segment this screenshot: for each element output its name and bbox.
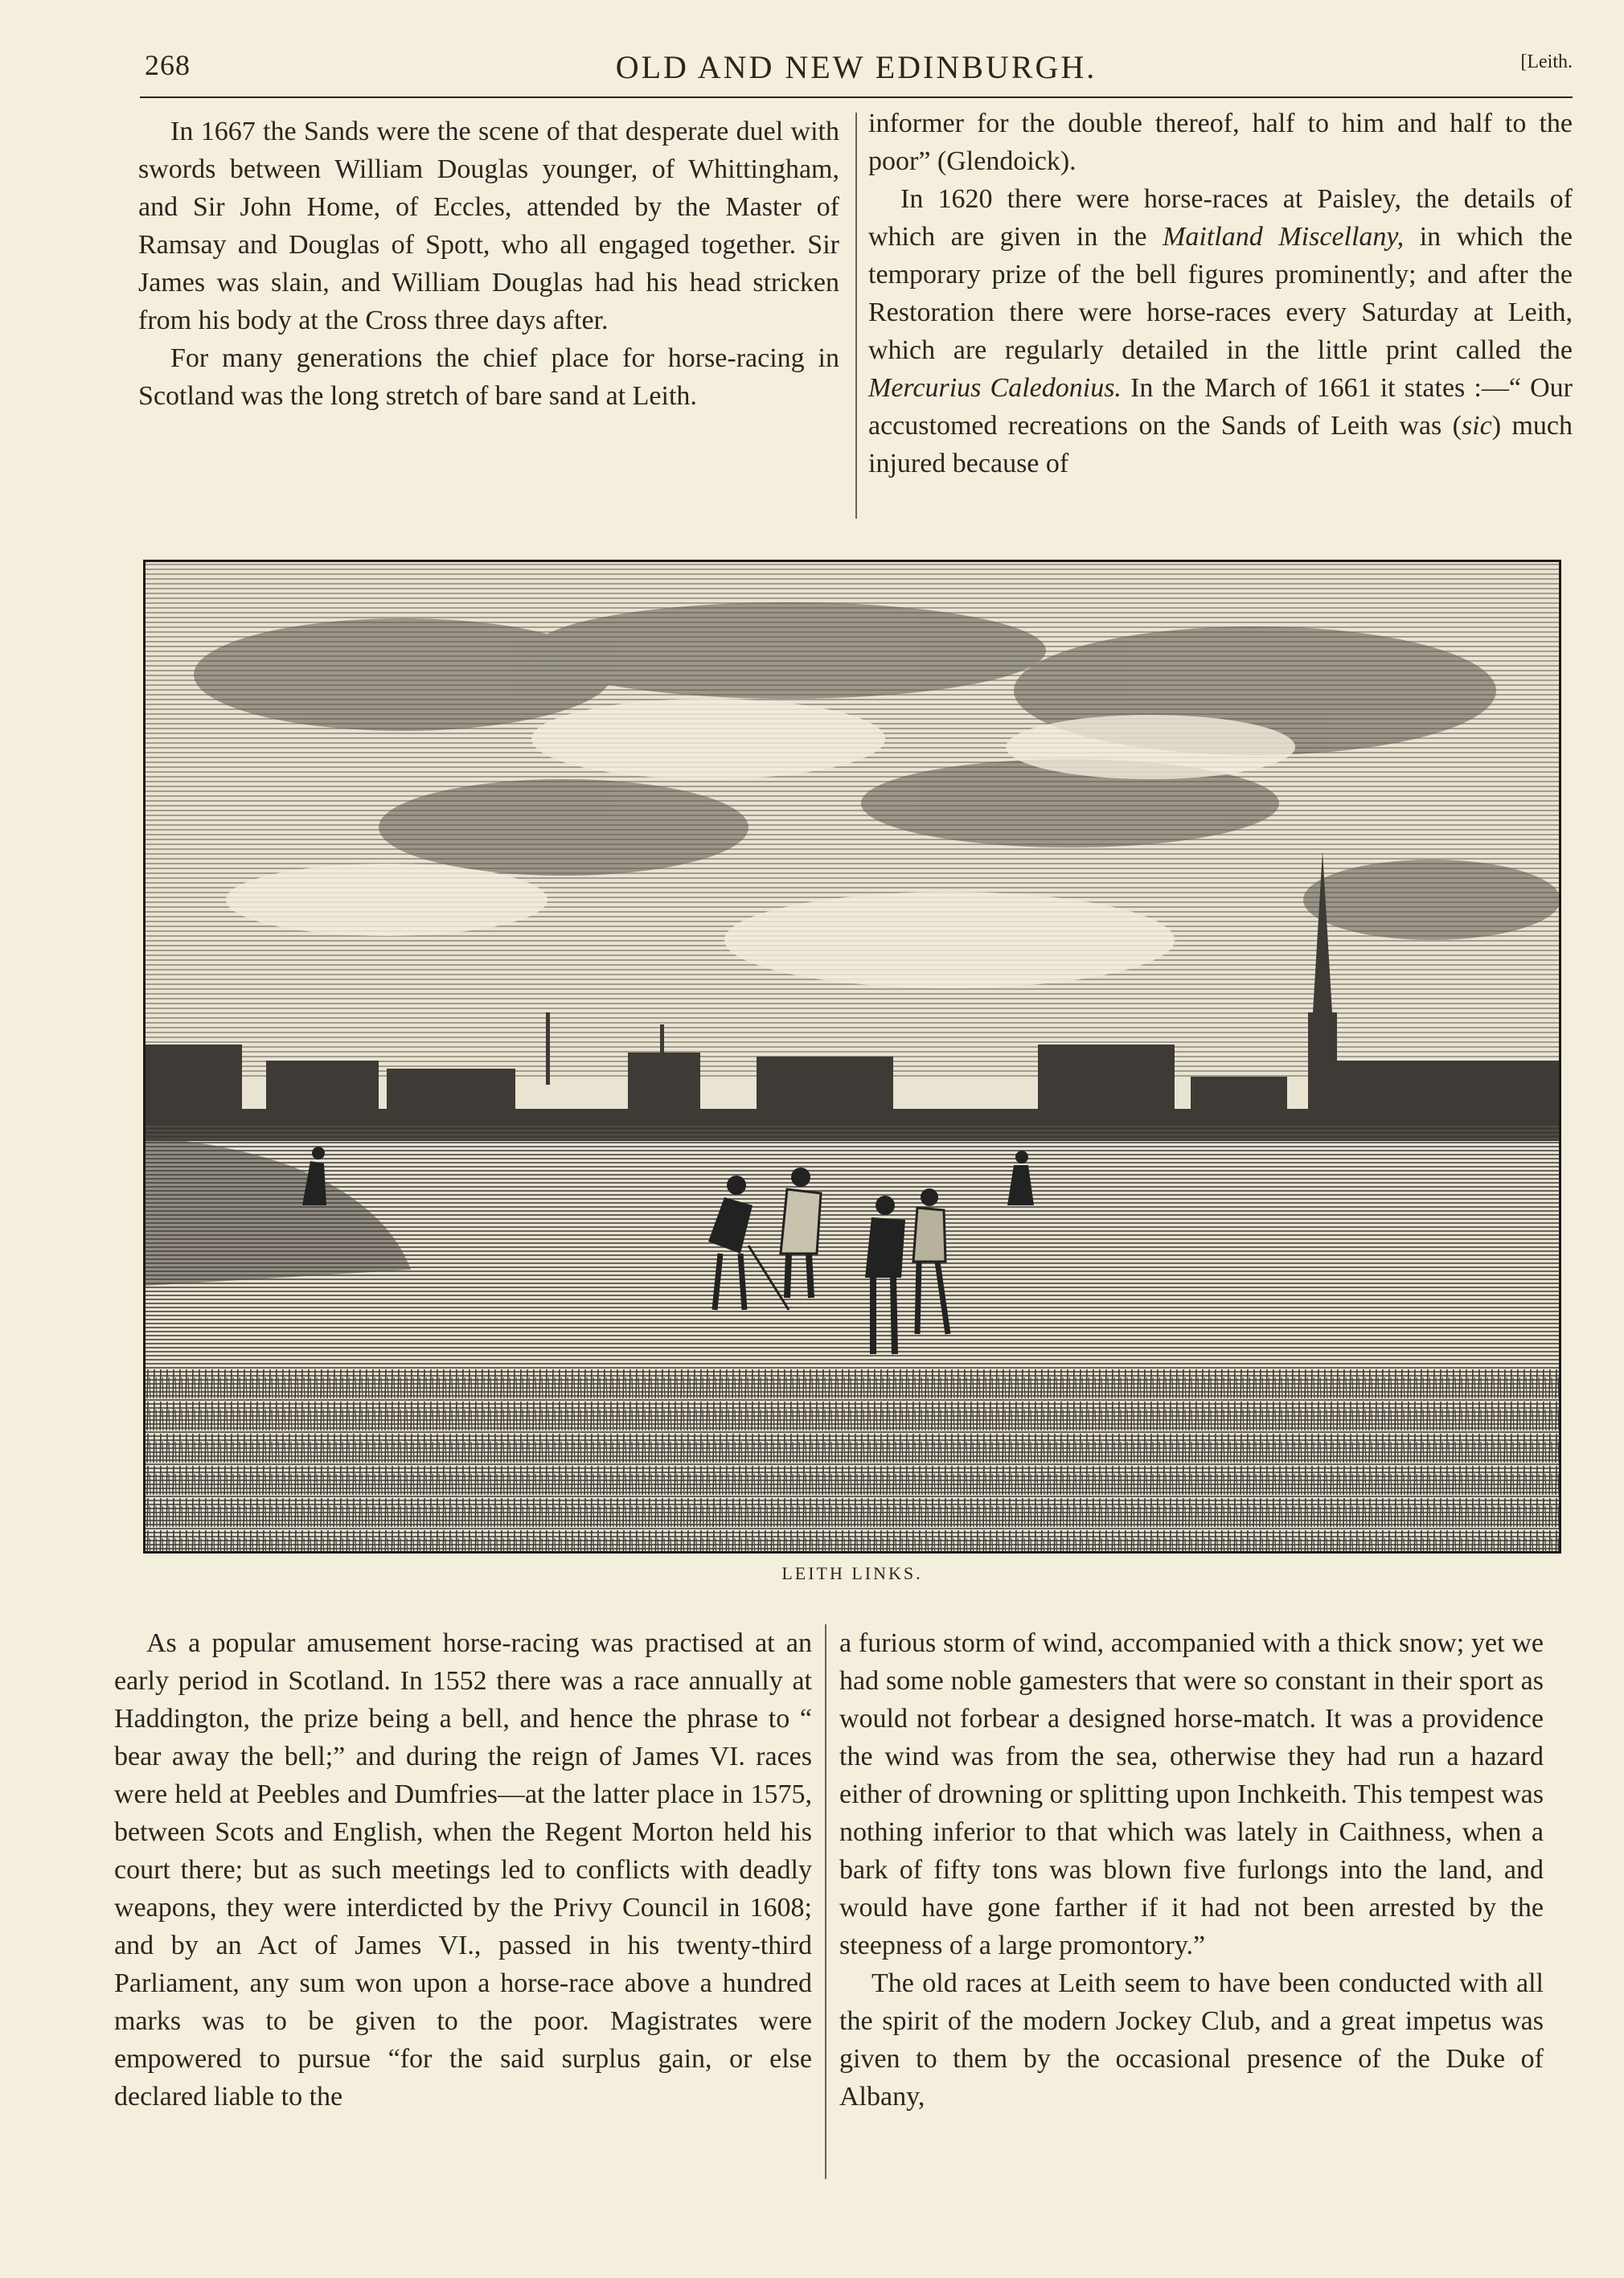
engraving-leith-links — [143, 560, 1561, 1554]
text-run: ) much injured because of — [868, 411, 1573, 478]
paragraph: The old races at Leith seem to have been conducted with all the spirit of the modern Jockey Club, and a great impetus was given to them by the occasional presence of the Duke of Albany, — [839, 1968, 1544, 2112]
paragraph: In 1667 the Sands were the scene of that desperate duel with swords between William Douglas younger, of Whittingham, and Sir John Home, of Eccles, attended by the Master of Ramsay and Douglas of Spott, who all engaged together. Sir James was slain, and William Douglas had his head stricken from his body at the Cross three days after. — [138, 117, 839, 335]
header-rule — [140, 96, 1573, 98]
text-column-top-left — [138, 113, 839, 415]
paragraph: For many generations the chief place for horse-racing in Scotland was the long stretch of bare sand at Leith. — [138, 343, 839, 411]
text-column-bottom-left — [114, 1624, 812, 2116]
text-run: in which the temporary prize of the bell figures prominently; and after the Restoration there were horse-races every Saturday at Leith, which are regularly detailed in the little print called the — [868, 222, 1573, 365]
text-column-bottom-right — [839, 1624, 1544, 2116]
column-divider — [855, 113, 857, 519]
page-number: 268 — [145, 49, 191, 81]
text-run: In 1620 there were horse-races at Paisley, the details of which are given in the — [868, 184, 1573, 252]
running-title: OLD AND NEW EDINBURGH. — [615, 49, 1097, 85]
page-header — [140, 48, 1573, 96]
engraving-illustration — [146, 562, 1559, 1551]
text-column-top-right — [868, 105, 1573, 482]
italic-word: sic — [1461, 411, 1492, 441]
column-divider — [825, 1624, 826, 2179]
italic-title: Mercurius Caledonius. — [868, 373, 1122, 403]
paragraph: As a popular amusement horse-racing was practised at an early period in Scotland. In 1552 there was a race annually at Haddington, the prize being a bell, and hence the phrase to “ bear away the bell;” and during the reign of James VI. races were held at Peebles and Dumfries—at the latter place in 1575, between Scots and English, when the Regent Morton held his court there; but as such meetings led to conflicts with deadly weapons, they were interdicted by the Privy Council in 1608; and by an Act of James VI., passed in his twenty-third Parliament, any sum won upon a horse-race above a hundred marks was to be given to the poor. Magistrates were empowered to pursue “for the said surplus gain, or else declared liable to the — [114, 1628, 812, 2112]
figure-caption: LEITH LINKS. — [781, 1563, 923, 1583]
paragraph: a furious storm of wind, accompanied with a thick snow; yet we had some noble gamesters that were so constant in their sport as would not forbear a designed horse-match. It was a providence the wind was from the sea, otherwise they had run a hazard either of drowning or splitting upon Inchkeith. This tempest was nothing inferior to that which was lately in Caithness, when a bark of fifty tons was blown five furlongs into the land, and would have gone farther if it had not been arrested by the steepness of a large promontory.” — [839, 1628, 1544, 1960]
italic-title: Maitland Miscellany, — [1163, 222, 1405, 252]
paragraph: informer for the double thereof, half to him and half to the poor” (Glendoick). — [868, 109, 1573, 176]
section-label: [Leith. — [1520, 51, 1573, 72]
paragraph — [868, 180, 1573, 482]
text-run: In the March of 1661 it states :—“ Our accustomed recreations on the Sands of Leith was ( — [868, 373, 1573, 441]
